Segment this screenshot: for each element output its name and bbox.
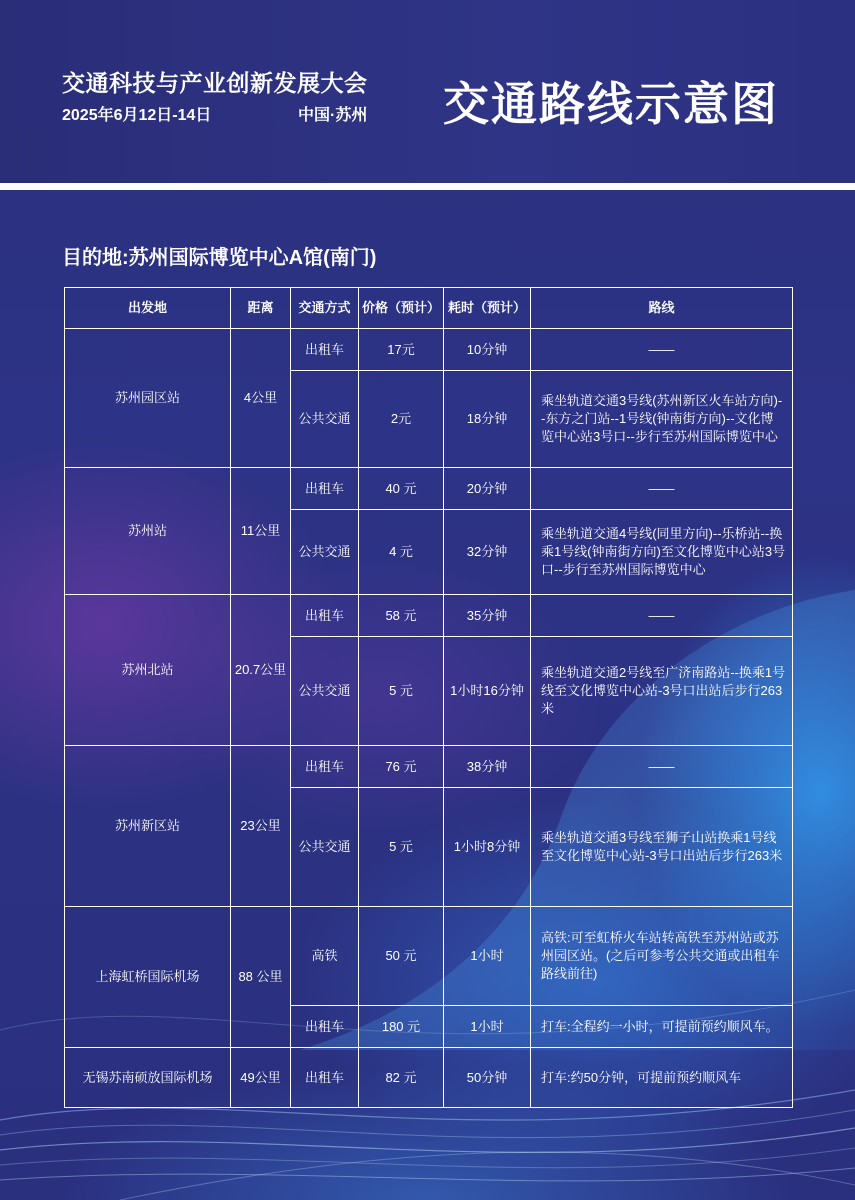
table-row	[65, 329, 793, 371]
mode-cell: 出租车	[291, 595, 359, 637]
table-row	[65, 468, 793, 510]
header-time: 耗时（预计）	[444, 288, 531, 329]
conference-location: 中国·苏州	[298, 107, 368, 124]
time-cell: 50分钟	[444, 1048, 531, 1108]
route-cell: 乘坐轨道交通2号线至广济南路站--换乘1号线至文化博览中心站-3号口出站后步行263米	[531, 637, 793, 746]
mode-cell: 出租车	[291, 468, 359, 510]
route-cell: ——	[531, 468, 793, 510]
time-cell: 20分钟	[444, 468, 531, 510]
route-cell: ——	[531, 595, 793, 637]
route-cell: 高铁:可至虹桥火车站转高铁至苏州站或苏州园区站。(之后可参考公共交通或出租车路线前往)	[531, 907, 793, 1006]
mode-cell: 公共交通	[291, 510, 359, 595]
divider-bar	[0, 183, 855, 190]
distance-cell: 23公里	[231, 746, 291, 907]
header-route: 路线	[531, 288, 793, 329]
mode-cell: 出租车	[291, 1048, 359, 1108]
price-cell: 5 元	[359, 637, 444, 746]
price-cell: 5 元	[359, 788, 444, 907]
price-cell: 58 元	[359, 595, 444, 637]
mode-cell: 公共交通	[291, 371, 359, 468]
price-cell: 2元	[359, 371, 444, 468]
origin-cell: 无锡苏南硕放国际机场	[65, 1048, 231, 1108]
route-cell: 打车:全程约一小时，可提前预约顺风车。	[531, 1006, 793, 1048]
time-cell: 1小时16分钟	[444, 637, 531, 746]
table-row	[65, 595, 793, 637]
header-price: 价格（预计）	[359, 288, 444, 329]
origin-cell: 上海虹桥国际机场	[65, 907, 231, 1048]
route-cell: 乘坐轨道交通4号线(同里方向)--乐桥站--换乘1号线(钟南街方向)至文化博览中心站3号口--步行至苏州国际博览中心	[531, 510, 793, 595]
time-cell: 10分钟	[444, 329, 531, 371]
price-cell: 82 元	[359, 1048, 444, 1108]
table-row	[65, 907, 793, 1006]
distance-cell: 20.7公里	[231, 595, 291, 746]
time-cell: 1小时	[444, 1006, 531, 1048]
route-table	[64, 287, 793, 1108]
route-cell: 打车:约50分钟，可提前预约顺风车	[531, 1048, 793, 1108]
table-row	[65, 1048, 793, 1108]
mode-cell: 出租车	[291, 1006, 359, 1048]
mode-cell: 出租车	[291, 746, 359, 788]
conference-date: 2025年6月12日-14日	[62, 107, 212, 124]
price-cell: 180 元	[359, 1006, 444, 1048]
route-cell: 乘坐轨道交通3号线(苏州新区火车站方向)--东方之门站--1号线(钟南街方向)--文化博览中心站3号口--步行至苏州国际博览中心	[531, 371, 793, 468]
mode-cell: 公共交通	[291, 788, 359, 907]
time-cell: 32分钟	[444, 510, 531, 595]
header-distance: 距离	[231, 288, 291, 329]
origin-cell: 苏州园区站	[65, 329, 231, 468]
time-cell: 1小时	[444, 907, 531, 1006]
mode-cell: 高铁	[291, 907, 359, 1006]
time-cell: 38分钟	[444, 746, 531, 788]
distance-cell: 4公里	[231, 329, 291, 468]
time-cell: 1小时8分钟	[444, 788, 531, 907]
origin-cell: 苏州新区站	[65, 746, 231, 907]
header-origin: 出发地	[65, 288, 231, 329]
origin-cell: 苏州站	[65, 468, 231, 595]
table-row	[65, 746, 793, 788]
conference-title: 交通科技与产业创新发展大会	[62, 70, 368, 96]
distance-cell: 88 公里	[231, 907, 291, 1048]
header-mode: 交通方式	[291, 288, 359, 329]
time-cell: 18分钟	[444, 371, 531, 468]
route-cell: ——	[531, 746, 793, 788]
table-header-row	[65, 288, 793, 329]
price-cell: 17元	[359, 329, 444, 371]
route-cell: 乘坐轨道交通3号线至狮子山站换乘1号线至文化博览中心站-3号口出站后步行263米	[531, 788, 793, 907]
mode-cell: 公共交通	[291, 637, 359, 746]
distance-cell: 49公里	[231, 1048, 291, 1108]
price-cell: 40 元	[359, 468, 444, 510]
distance-cell: 11公里	[231, 468, 291, 595]
destination-heading: 目的地:苏州国际博览中心A馆(南门)	[62, 247, 377, 269]
price-cell: 76 元	[359, 746, 444, 788]
price-cell: 4 元	[359, 510, 444, 595]
mode-cell: 出租车	[291, 329, 359, 371]
price-cell: 50 元	[359, 907, 444, 1006]
origin-cell: 苏州北站	[65, 595, 231, 746]
route-cell: ——	[531, 329, 793, 371]
poster-title: 交通路线示意图	[443, 78, 779, 130]
time-cell: 35分钟	[444, 595, 531, 637]
